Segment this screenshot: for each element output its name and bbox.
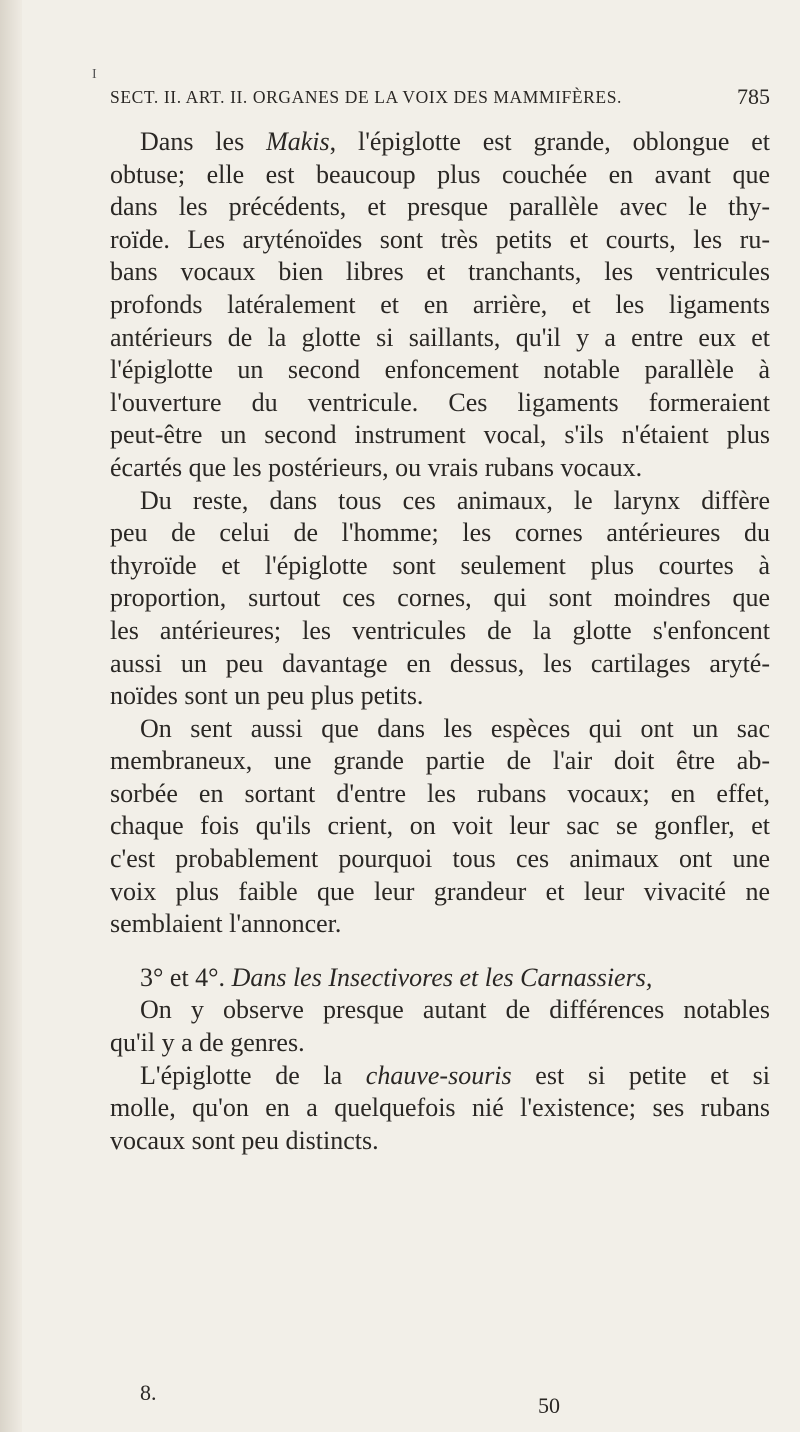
text-line: semblaient l'annoncer. — [110, 909, 342, 939]
text-line: molle, qu'on en a quelquefois nié l'existence; ses rubans — [110, 1093, 770, 1123]
text-line: l'ouverture du ventricule. Ces ligaments formeraient — [110, 387, 770, 417]
text-line: proportion, surtout ces cornes, qui sont moindres que — [110, 583, 770, 613]
text-line: l'épiglotte un second enfoncement notable parallèle à — [110, 355, 770, 385]
text-line: obtuse; elle est beaucoup plus couchée en avant que — [110, 159, 770, 189]
text-line: bans vocaux bien libres et tranchants, les ventricules — [110, 257, 770, 287]
text-line: noïdes sont un peu plus petits. — [110, 681, 424, 711]
text-line: les antérieures; les ventricules de la glotte s'enfoncent — [110, 615, 770, 645]
margin-mark: I — [92, 67, 97, 82]
page-number: 785 — [737, 84, 770, 109]
text-line: voix plus faible que leur grandeur et leur vivacité ne — [110, 876, 770, 906]
binding-gutter — [0, 0, 22, 1432]
text-line: peut-être un second instrument vocal, s'ils n'étaient plus — [110, 420, 770, 450]
text-line: Du reste, dans tous ces animaux, le larynx diffère — [140, 485, 770, 515]
text-line: vocaux sont peu distincts. — [110, 1125, 379, 1155]
text-line: sorbée en sortant d'entre les rubans vocaux; en effet, — [110, 778, 770, 808]
text-line: On sent aussi que dans les espèces qui ont un sac — [140, 713, 770, 743]
text-line: profonds latéralement et en arrière, et les ligaments — [110, 289, 770, 319]
text-line: Dans les Makis, l'épiglotte est grande, oblongue et — [140, 127, 770, 156]
section-heading: 3° et 4°. Dans les Insectivores et les Carnassiers, — [140, 962, 653, 992]
text-line: c'est probablement pourquoi tous ces animaux ont une — [110, 844, 770, 874]
text-line: L'épiglotte de la chauve-souris est si petite et si — [140, 1060, 770, 1090]
sheet-number: 50 — [538, 1393, 560, 1418]
text-line: écartés que les postérieurs, ou vrais rubans vocaux. — [110, 452, 643, 482]
text-line: On y observe presque autant de différences notables — [140, 995, 770, 1025]
page-body — [110, 126, 770, 1157]
text-line: qu'il y a de genres. — [110, 1028, 305, 1058]
text-line: membraneux, une grande partie de l'air doit être ab- — [110, 746, 770, 776]
signature-mark: 8. — [140, 1380, 157, 1405]
text-line: thyroïde et l'épiglotte sont seulement plus courtes à — [110, 550, 770, 580]
text-line: antérieurs de la glotte si saillants, qu'il y a entre eux et — [110, 322, 770, 352]
text-line: roïde. Les aryténoïdes sont très petits et courts, les ru- — [110, 224, 770, 254]
text-line: aussi un peu davantage en dessus, les cartilages aryté- — [110, 648, 770, 678]
text-line: peu de celui de l'homme; les cornes antérieures du — [110, 518, 770, 548]
text-line: chaque fois qu'ils crient, on voit leur sac se gonfler, et — [110, 811, 770, 841]
section-gap — [110, 941, 770, 962]
running-header — [110, 84, 770, 109]
text-line: dans les précédents, et presque parallèle avec le thy- — [110, 192, 770, 222]
running-title: SECT. II. ART. II. ORGANES DE LA VOIX DES MAMMIFÈRES. — [110, 87, 623, 107]
